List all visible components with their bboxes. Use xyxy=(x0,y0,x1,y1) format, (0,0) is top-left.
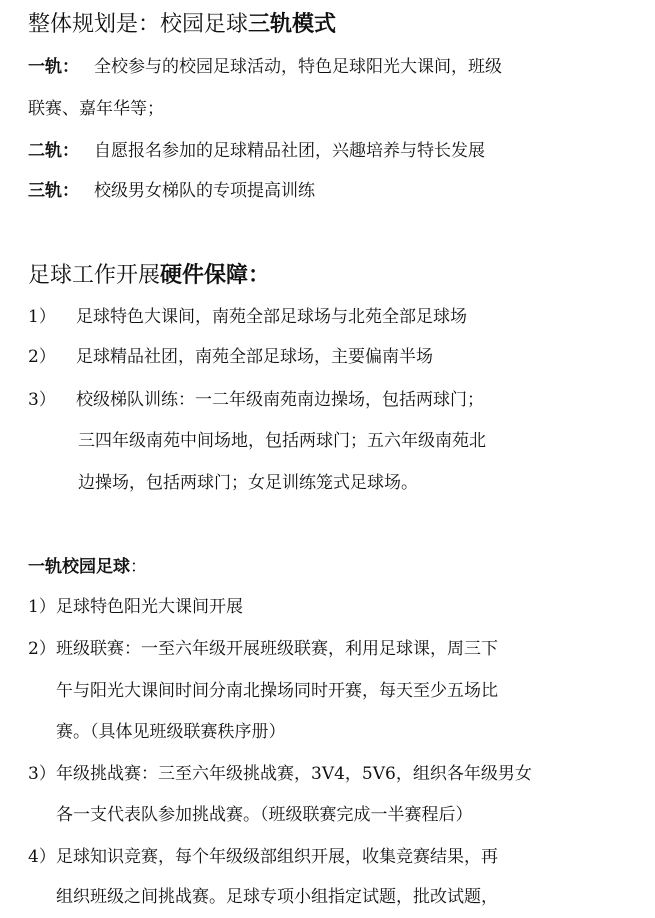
track-one-item-4 xyxy=(28,846,637,868)
hardware-item-3-text-1: 校级梯队训练：一二年级南苑南边操场，包括两球门； xyxy=(76,390,484,410)
hardware-item-2 xyxy=(28,346,637,368)
track-one-item-3-text-2: 各一支代表队参加挑战赛。（班级联赛完成一半赛程后） xyxy=(56,805,473,825)
track-one-item-4-text-2: 组织班级之间挑战赛。足球专项小组指定试题，批改试题， xyxy=(56,887,498,907)
track-one-item-4-text-1: 足球知识竞赛，每个年级级部组织开展，收集竞赛结果，再 xyxy=(56,847,498,867)
track-one-item-1-number: 1） xyxy=(28,597,56,617)
hardware-item-1 xyxy=(28,306,637,328)
track-one-item-2-text-1: 班级联赛：一至六年级开展班级联赛，利用足球课，周三下 xyxy=(56,639,498,659)
track-one-item-3-text-1: 年级挑战赛：三至六年级挑战赛，3V4，5V6，组织各年级男女 xyxy=(56,764,532,784)
hardware-item-1-text: 足球特色大课间，南苑全部足球场与北苑全部足球场 xyxy=(76,307,467,327)
track-one-item-4-line-2 xyxy=(56,886,637,908)
track-one-item-2-text-2: 午与阳光大课间时间分南北操场同时开赛，每天至少五场比 xyxy=(56,681,498,701)
track-three-line xyxy=(28,180,637,202)
hardware-item-3-line-3 xyxy=(78,472,637,494)
track-one-item-3-line-2 xyxy=(56,804,637,826)
track-one-section-heading-bold: 一轨校园足球 xyxy=(28,557,130,577)
hardware-item-3-line-2 xyxy=(78,430,637,452)
track-one-item-3 xyxy=(28,763,637,785)
hardware-heading xyxy=(28,262,637,289)
track-two-line xyxy=(28,140,637,162)
hardware-item-3-text-2: 三四年级南苑中间场地，包括两球门；五六年级南苑北 xyxy=(78,431,486,451)
page-title-bold: 三轨模式 xyxy=(248,11,337,37)
track-one-item-1 xyxy=(28,596,637,618)
track-one-text-1: 全校参与的校园足球活动，特色足球阳光大课间，班级 xyxy=(94,57,502,77)
track-one-section-heading xyxy=(28,556,637,578)
hardware-item-3-number: 3） xyxy=(28,390,56,410)
track-one-text-2: 联赛、嘉年华等； xyxy=(28,99,164,119)
track-one-item-2-number: 2） xyxy=(28,639,56,659)
page-title-prefix: 整体规划是：校园足球 xyxy=(28,12,249,37)
track-one-item-2-line-3 xyxy=(56,721,637,743)
page-title xyxy=(28,11,637,38)
track-one-item-2 xyxy=(28,638,637,660)
hardware-item-3-text-3: 边操场，包括两球门；女足训练笼式足球场。 xyxy=(78,473,418,493)
hardware-item-2-text: 足球精品社团，南苑全部足球场，主要偏南半场 xyxy=(76,347,433,367)
track-two-label: 二轨： xyxy=(28,141,79,161)
track-one-item-3-number: 3） xyxy=(28,764,56,784)
track-one-item-2-text-3: 赛。（具体见班级联赛秩序册） xyxy=(56,722,286,742)
track-one-label: 一轨： xyxy=(28,57,79,77)
track-one-item-2-line-2 xyxy=(56,680,637,702)
hardware-heading-prefix: 足球工作开展 xyxy=(28,263,161,288)
track-one-section-heading-suffix: ： xyxy=(130,557,147,577)
track-one-line xyxy=(28,56,637,78)
hardware-heading-bold: 硬件保障： xyxy=(160,262,271,288)
track-three-label: 三轨： xyxy=(28,181,79,201)
track-two-text: 自愿报名参加的足球精品社团，兴趣培养与特长发展 xyxy=(94,141,485,161)
hardware-item-2-number: 2） xyxy=(28,347,56,367)
track-three-text: 校级男女梯队的专项提高训练 xyxy=(94,181,315,201)
hardware-item-1-number: 1） xyxy=(28,307,56,327)
track-one-item-4-number: 4） xyxy=(28,847,56,867)
track-one-line-2 xyxy=(28,98,637,120)
hardware-item-3 xyxy=(28,389,637,411)
track-one-item-1-text: 足球特色阳光大课间开展 xyxy=(56,597,243,617)
